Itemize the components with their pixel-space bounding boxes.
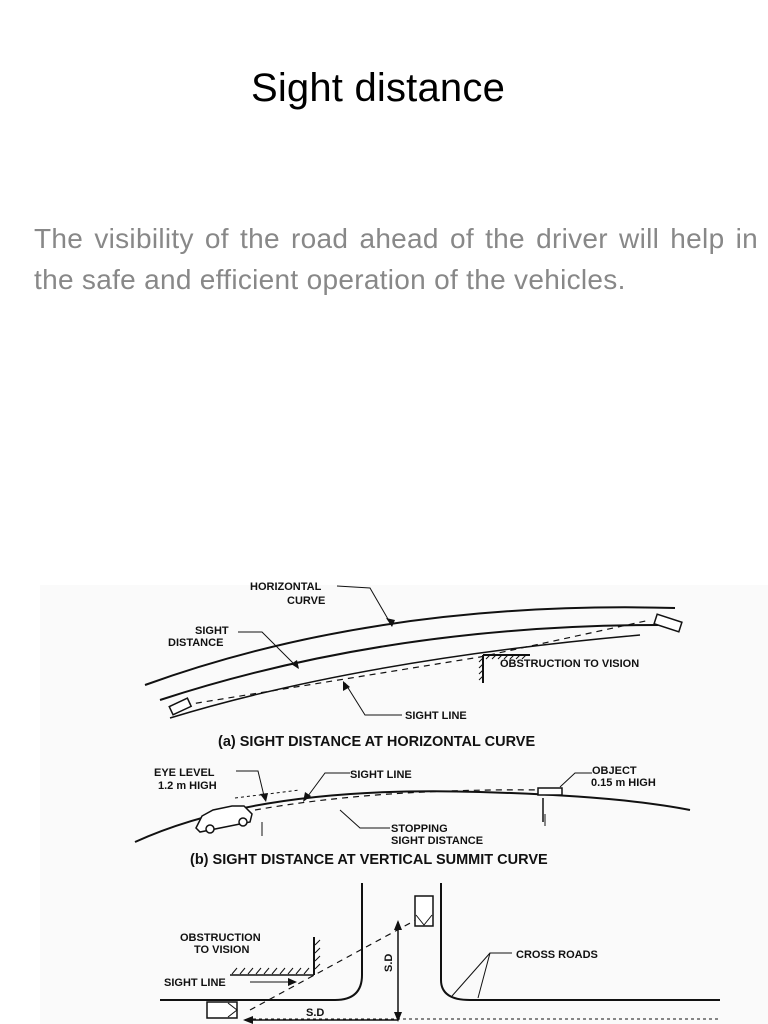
label-sd-vertical: S.D bbox=[383, 953, 395, 972]
label-obstruction: OBSTRUCTION bbox=[180, 932, 261, 944]
caption-vertical: (b) SIGHT DISTANCE AT VERTICAL SUMMIT CURVE bbox=[190, 852, 548, 868]
label-distance: DISTANCE bbox=[168, 637, 224, 649]
label-sight-line: SIGHT LINE bbox=[405, 710, 467, 722]
label-eye-height: 1.2 m HIGH bbox=[158, 780, 217, 792]
caption-horizontal: (a) SIGHT DISTANCE AT HORIZONTAL CURVE bbox=[218, 734, 536, 750]
label-to-vision: TO VISION bbox=[194, 944, 250, 956]
label-sight-line: SIGHT LINE bbox=[350, 769, 412, 781]
label-obstruction-to-vision: OBSTRUCTION TO VISION bbox=[500, 658, 640, 670]
car-icon bbox=[207, 1002, 237, 1018]
label-horizontal: HORIZONTAL bbox=[250, 581, 322, 593]
label-object-height: 0.15 m HIGH bbox=[591, 777, 656, 789]
label-stopping: STOPPING bbox=[391, 823, 448, 835]
label-sight-distance: SIGHT DISTANCE bbox=[391, 835, 484, 847]
sight-distance-diagram bbox=[0, 560, 768, 1024]
label-eye-level: EYE LEVEL bbox=[154, 767, 215, 779]
diagram-svg bbox=[0, 560, 768, 1024]
slide-body-text: The visibility of the road ahead of the driver will help in the safe and efficient operation of the vehicles. bbox=[34, 223, 758, 295]
label-sight: SIGHT bbox=[195, 625, 229, 637]
label-sd-horizontal: S.D bbox=[306, 1007, 325, 1019]
car-icon bbox=[415, 896, 433, 926]
label-cross-roads: CROSS ROADS bbox=[516, 949, 598, 961]
slide-title: Sight distance bbox=[250, 66, 506, 110]
label-curve: CURVE bbox=[287, 595, 326, 607]
label-sight-line: SIGHT LINE bbox=[164, 977, 226, 989]
label-object: OBJECT bbox=[592, 765, 637, 777]
